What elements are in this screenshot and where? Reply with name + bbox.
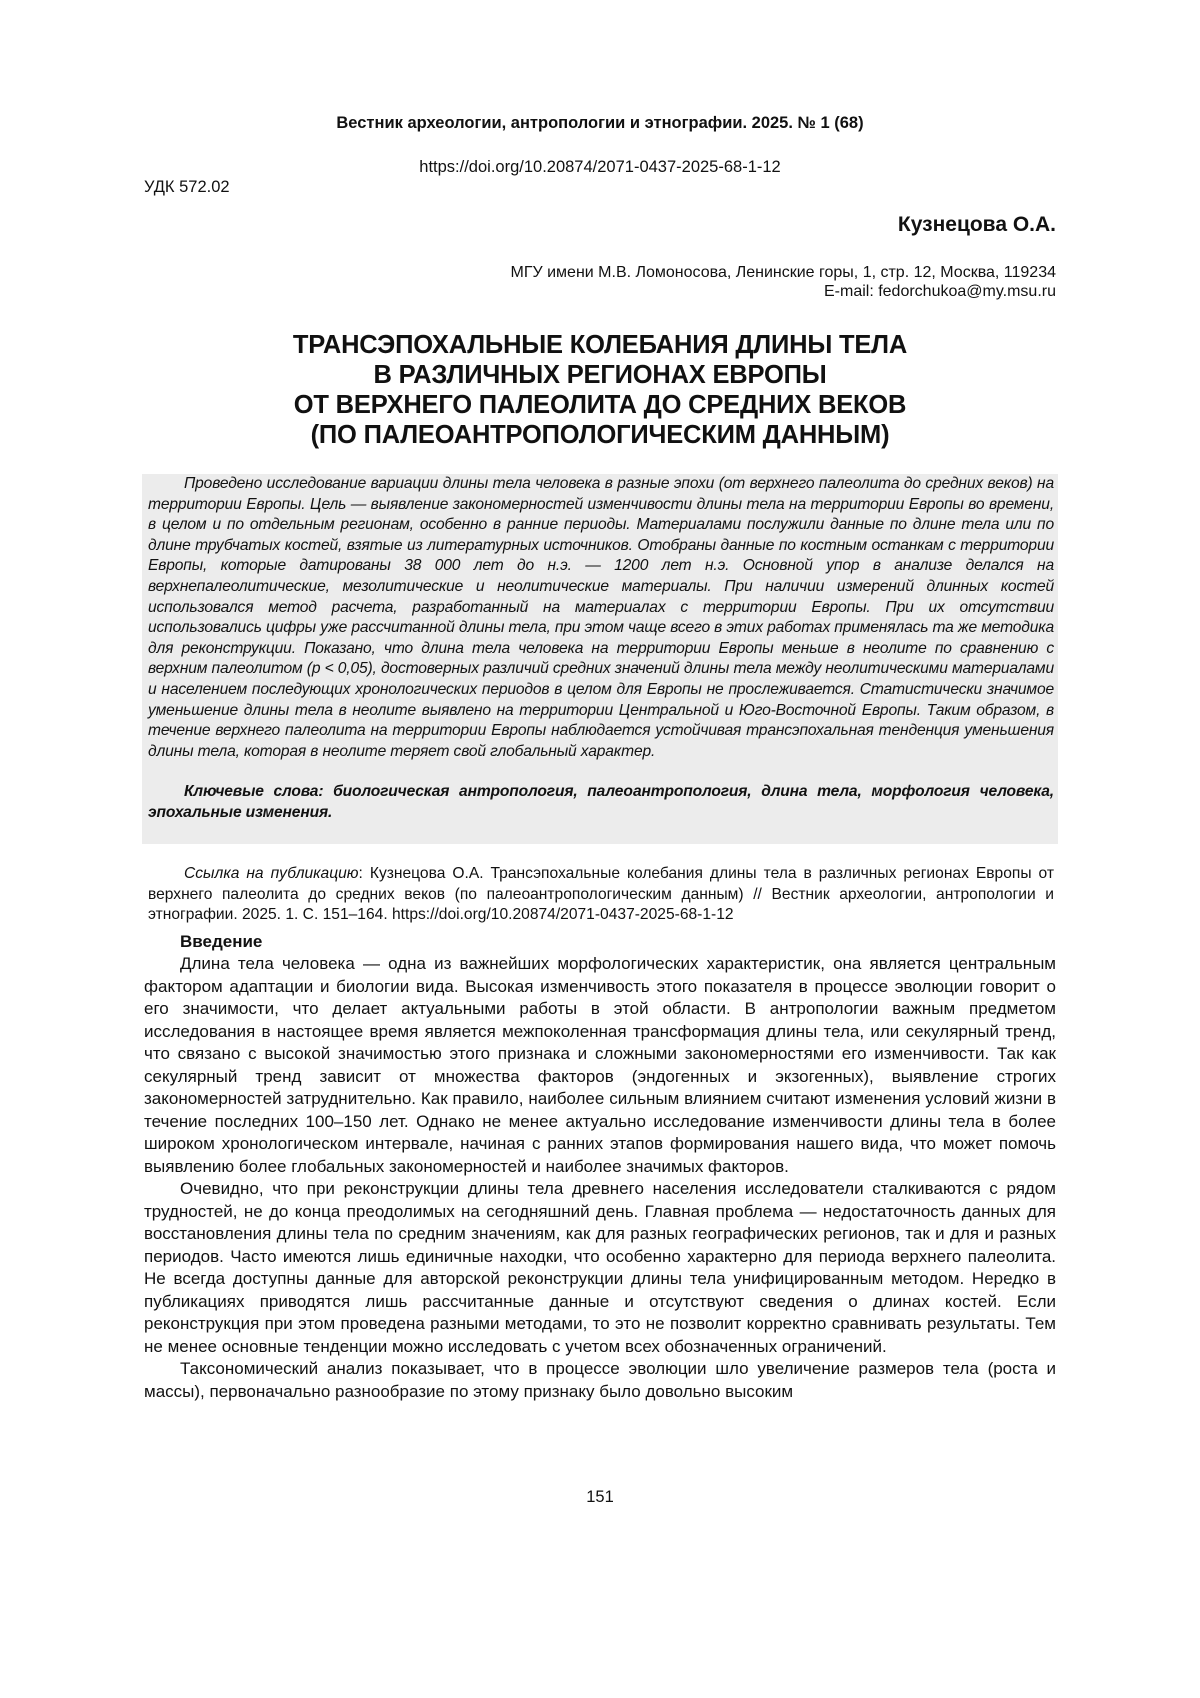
- paragraph-2: Очевидно, что при реконструкции длины тела древнего населения исследователи сталкиваются с рядом трудностей, не до конца преодолимых на сегодняшний день. Главная проблема — недостаточность данных для восстановления длины тела по средним значениям, как для разных географических регионов, так и для и разных периодов. Часто имеются лишь единичные находки, что особенно характерно для периода верхнего палеолита. Не всегда доступны данные для авторской реконструкции длины тела унифицированным методом. Нередко в публикациях приводятся лишь рассчитанные данные и отсутствуют сведения о длинах костей. Если реконструкция при этом проведена разными методами, то это не позволит корректно сравнивать результаты. Тем не менее основные тенденции можно исследовать с учетом всех обозначенных ограничений.: [144, 1179, 1056, 1356]
- introduction-section: [144, 930, 1056, 1403]
- author-affiliation-block: [511, 263, 1056, 301]
- doi-link[interactable]: https://doi.org/10.20874/2071-0437-2025-68-1-12: [419, 158, 781, 176]
- author-name: Кузнецова О.А.: [897, 213, 1056, 236]
- section-heading: Введение: [180, 932, 263, 951]
- citation: [148, 864, 1054, 926]
- journal-header: Вестник археологии, антропологии и этнографии. 2025. № 1 (68): [336, 114, 864, 132]
- article-title: [144, 330, 1056, 450]
- affiliation: МГУ имени М.В. Ломоносова, Ленинские горы, 1, стр. 12, Москва, 119234: [510, 264, 1056, 281]
- abstract-text: Проведено исследование вариации длины тела человека в разные эпохи (от верхнего палеолита до средних веков) на территории Европы. Цель — выявление закономерностей изменчивости длины тела на территории Европы во времени, в целом и по отдельным регионам, особенно в ранние периоды. Материалами послужили данные по длине тела или по длине трубчатых костей, взятые из литературных источников. Отобраны данные по костным останкам с территории Европы, которые датированы 38 000 лет до н.э. — 1200 лет н.э. Основной упор в анализе делался на верхнепалеолитические, мезолитические и неолитические материалы. При наличии измерений длинных костей использовался метод расчета, разработанный на материалах с территории Европы. При их отсутствии использовались цифры уже рассчитанной длины тела, при этом чаще всего в этих работах применялась та же методика для реконструкции. Показано, что длина тела человека на территории Европы меньше в неолите по сравнению с верхним палеолитом (р < 0,05), достоверных различий средних значений длины тела между неолитическими материалами и населением последующих хронологических периодов в целом для Европы не прослеживается. Статистически значимое уменьшение длины тела в неолите выявлено на территории Центральной и Юго-Восточной Европы. Таким образом, в течение верхнего палеолита на территории Европы наблюдается устойчивая трансэпохальная тенденция уменьшения длины тела, которая в неолите теряет свой глобальный характер.: [148, 475, 1054, 760]
- page-number: 151: [586, 1488, 614, 1506]
- title-line-1: ТРАНСЭПОХАЛЬНЫЕ КОЛЕБАНИЯ ДЛИНЫ ТЕЛА: [292, 331, 908, 359]
- title-line-3: ОТ ВЕРХНЕГО ПАЛЕОЛИТА ДО СРЕДНИХ ВЕКОВ: [293, 391, 907, 419]
- title-line-2: В РАЗЛИЧНЫХ РЕГИОНАХ ЕВРОПЫ: [373, 361, 827, 389]
- citation-label: Ссылка на публикацию: [184, 865, 359, 882]
- paragraph-3: Таксономический анализ показывает, что в процессе эволюции шло увеличение размеров тела (роста и массы), первоначально разнообразие по этому признаку было довольно высоким: [144, 1359, 1056, 1401]
- paragraph-1: Длина тела человека — одна из важнейших морфологических характеристик, она является центральным фактором адаптации и биологии вида. Высокая изменчивость этого показателя в процессе эволюции говорит о его значимости, что делает актуальными работы в этой области. В антропологии важным предметом исследования в настоящее время является межпоколенная трансформация длины тела, или секулярный тренд, что связано с высокой значимостью этого признака и сложными закономерностями его изменчивости. Так как секулярный тренд зависит от множества факторов (эндогенных и экзогенных), выявление строгих закономерностей затруднительно. Как правило, наиболее сильным влиянием считают изменения условий жизни в течение последних 100–150 лет. Однако не менее актуально исследование изменчивости длины тела в более широком хронологическом интервале, начиная с ранних этапов формирования нашего вида, что может помочь выявлению более глобальных закономерностей и наиболее значимых факторов.: [144, 954, 1056, 1176]
- keywords: Ключевые слова: биологическая антропология, палеоантропология, длина тела, морфология человека, эпохальные изменения.: [148, 783, 1054, 821]
- author-email[interactable]: E-mail: fedorchukoa@my.msu.ru: [823, 283, 1056, 300]
- udc-code: УДК 572.02: [144, 178, 230, 196]
- abstract: [148, 474, 1054, 824]
- citation-text: : Кузнецова О.А. Трансэпохальные колебания длины тела в различных регионах Европы от верхнего палеолита до средних веков (по палеоантропологическим данным) // Вестник археологии, антропологии и этнографии. 2025. 1. С. 151–164. https://doi.org/10.20874/2071-0437-2025-68-1-12: [148, 865, 1055, 924]
- title-line-4: (ПО ПАЛЕОАНТРОПОЛОГИЧЕСКИМ ДАННЫМ): [310, 421, 890, 449]
